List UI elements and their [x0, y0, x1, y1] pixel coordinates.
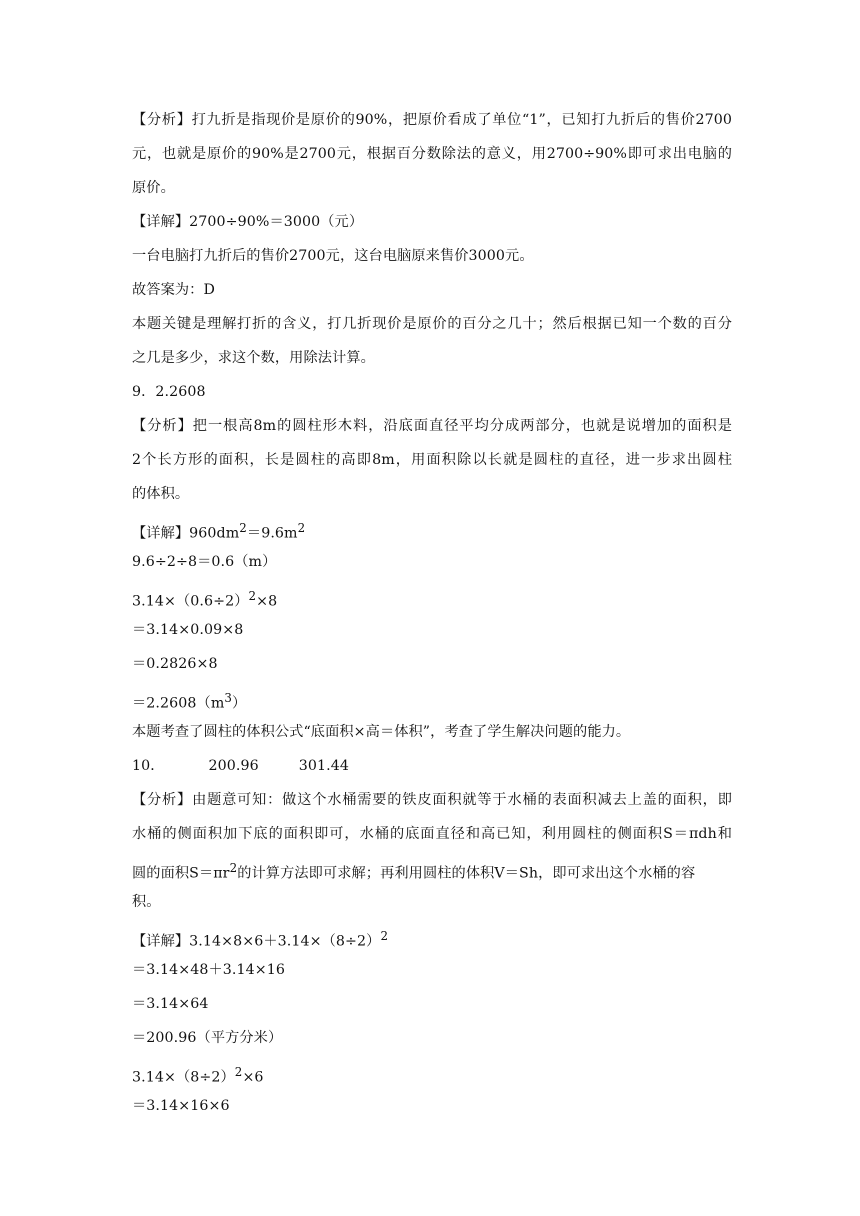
q10-step-2: ＝3.14×64: [132, 996, 209, 1012]
q9-step-5-base: ＝2.2608（m: [132, 695, 225, 712]
q8-analysis-line-1: 【分析】打九折是指现价是原价的90%，把原价看成了单位“1”，已知打九折后的售价2700: [132, 112, 732, 128]
q10-step-4-base: 3.14×（8÷2）: [132, 1069, 235, 1086]
q10-number: 10．: [132, 758, 165, 774]
q10-analysis-line-3-head: 圆的面积S＝πr: [132, 865, 230, 882]
q8-analysis-line-2: 元，也就是原价的90%是2700元，根据百分数除法的意义，用2700÷90%即可求出电脑的: [132, 146, 732, 162]
q9-analysis-line-3: 的体积。: [132, 486, 190, 502]
q9-step-2-tail: ×8: [256, 593, 278, 610]
q9-step-5-exponent: 3: [224, 691, 233, 705]
q8-detail-line-2: 一台电脑打九折后的售价2700元，这台电脑原来售价3000元。: [132, 248, 534, 264]
q10-answer-1: 200.96: [208, 758, 259, 774]
q10-step-3: ＝200.96（平方分米）: [132, 1030, 283, 1046]
q10-step-1: ＝3.14×48＋3.14×16: [132, 962, 286, 978]
q9-step-5-tail: ）: [232, 695, 247, 712]
q10-detail-base: 【详解】3.14×8×6＋3.14×（8÷2）: [132, 933, 381, 950]
q10-step-4-exponent: 2: [234, 1065, 243, 1079]
q9-step-2-exponent: 2: [248, 589, 257, 603]
q9-summary: 本题考查了圆柱的体积公式“底面积×高＝体积”，考查了学生解决问题的能力。: [132, 724, 631, 740]
q10-detail-exponent: 2: [380, 929, 389, 943]
q9-step-3: ＝3.14×0.09×8: [132, 622, 244, 638]
q10-step-4-tail: ×6: [242, 1069, 264, 1086]
q9-analysis-line-1: 【分析】把一根高8m的圆柱形木料，沿底面直径平均分成两部分，也就是说增加的面积是: [132, 418, 732, 434]
q9-step-1: 9.6÷2÷8＝0.6（m）: [132, 554, 277, 570]
q10-analysis-line-2: 水桶的侧面积加下底的面积即可，水桶的底面直径和高已知，利用圆柱的侧面积S＝πdh和: [132, 826, 732, 842]
q9-detail-exponent-1: 2: [239, 521, 247, 535]
q10-analysis-line-3-tail: 的计算方法即可求解；再利用圆柱的体积V＝Sh，即可求出这个水桶的容: [237, 865, 696, 882]
q9-step-5: [132, 688, 732, 714]
q9-detail-prefix: 【详解】960dm: [132, 525, 240, 542]
q8-analysis-line-3: 原价。: [132, 180, 175, 196]
q10-analysis-line-1: 【分析】由题意可知：做这个水桶需要的铁皮面积就等于水桶的表面积减去上盖的面积，即: [132, 792, 732, 808]
q10-step-4: [132, 1062, 732, 1088]
q10-answer-2: 301.44: [298, 758, 350, 774]
q10-heading: [132, 756, 732, 776]
q9-detail-exponent-2: 2: [297, 521, 306, 535]
q9-step-2: [132, 586, 732, 612]
q8-answer: 故答案为：D: [132, 282, 215, 298]
q9-heading: [132, 382, 732, 402]
q8-summary-line-1: 本题关键是理解打折的含义，打几折现价是原价的百分之几十；然后根据已知一个数的百分: [132, 316, 732, 332]
q10-step-5: ＝3.14×16×6: [132, 1098, 230, 1114]
q9-detail-mid: ＝9.6m: [246, 525, 298, 542]
q8-summary-line-2: 之几是多少，求这个数，用除法计算。: [132, 350, 375, 366]
q9-number: 9．: [132, 384, 156, 400]
q10-analysis-line-3: [132, 858, 732, 884]
q9-step-4: ＝0.2826×8: [132, 656, 218, 672]
q9-detail: [132, 518, 732, 544]
q9-step-2-base: 3.14×（0.6÷2）: [132, 593, 249, 610]
q10-analysis-line-4: 积。: [132, 894, 161, 910]
q10-detail: [132, 926, 732, 952]
q8-detail: 【详解】2700÷90%＝3000（元）: [132, 214, 364, 230]
q10-analysis-exponent: 2: [229, 861, 238, 875]
q9-analysis-line-2: 2个长方形的面积，长是圆柱的高即8m，用面积除以长就是圆柱的直径，进一步求出圆柱: [132, 452, 732, 468]
q9-answer: 2.2608: [155, 384, 206, 400]
